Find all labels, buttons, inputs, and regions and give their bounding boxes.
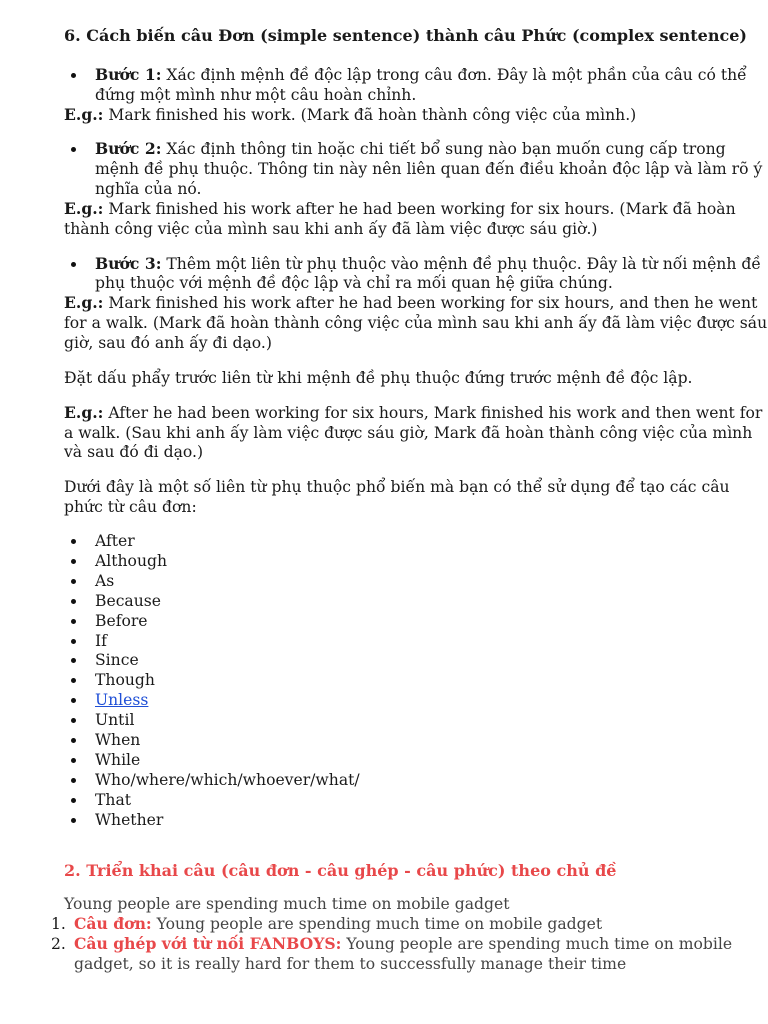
intro-line1: Dưới đây là một số liên từ phụ thuộc phổ biến mà bạn có thể sử dụng để tạo các câu xyxy=(64,478,730,496)
step2-line2: mệnh đề phụ thuộc. Thông tin này nên liên quan đến điều khoản độc lập và làm rõ ý xyxy=(95,160,763,178)
conjunction-item: While xyxy=(95,750,141,769)
conjunction-item: Though xyxy=(95,671,155,690)
step1-text: Xác định mệnh đề độc lập trong câu đơn. Đây là một phần của câu có thể xyxy=(161,66,747,84)
bullet-dot xyxy=(71,698,76,703)
step2-example-text: Mark finished his work after he had been working for six hours. (Mark đã hoàn xyxy=(103,200,736,218)
bullet-dot xyxy=(71,579,76,584)
step1-line1 xyxy=(95,65,747,85)
bullet-dot xyxy=(71,718,76,723)
step2-text: Xác định thông tin hoặc chi tiết bổ sung nào bạn muốn cung cấp trong xyxy=(161,140,726,158)
bullet-dot xyxy=(71,678,76,683)
section2-heading: 2. Triển khai câu (câu đơn - câu ghép - câu phức) theo chủ đề xyxy=(64,861,617,880)
section-title: 6. Cách biến câu Đơn (simple sentence) thành câu Phức (complex sentence) xyxy=(64,26,747,45)
comma-note: Đặt dấu phẩy trước liên từ khi mệnh đề phụ thuộc đứng trước mệnh đề độc lập. xyxy=(64,369,693,387)
compound-sentence-line2: gadget, so it is really hard for them to successfully manage their time xyxy=(74,955,627,973)
conjunction-item: Since xyxy=(95,651,139,670)
bullet-dot xyxy=(71,818,76,823)
compound-sentence-label: Câu ghép với từ nối FANBOYS: xyxy=(74,934,342,953)
step3-label: Bước 3: xyxy=(95,254,162,273)
bullet-dot xyxy=(71,559,76,564)
conjunction-item: Who/where/which/whoever/what/ xyxy=(95,770,360,789)
step2-example-line2: thành công việc của mình sau khi anh ấy đã làm việc được sáu giờ.) xyxy=(64,220,598,238)
conjunction-item: Until xyxy=(95,711,135,730)
step2-example-line1 xyxy=(64,199,736,219)
compound-sentence-text: Young people are spending much time on mobile xyxy=(341,935,733,953)
list-number: 1. xyxy=(51,915,66,933)
step1-example-text: Mark finished his work. (Mark đã hoàn thành công việc của mình.) xyxy=(103,106,637,124)
eg-label: E.g.: xyxy=(64,293,104,312)
conjunction-item: Before xyxy=(95,611,148,630)
step1-example xyxy=(64,105,636,125)
bullet-dot xyxy=(71,147,76,152)
example4-text: After he had been working for six hours, Mark finished his work and then went for xyxy=(103,404,763,422)
intro-line2: phức từ câu đơn: xyxy=(64,498,197,516)
list-number: 2. xyxy=(51,935,66,953)
conjunction-item: After xyxy=(95,532,135,550)
step3-line1 xyxy=(95,254,761,274)
simple-sentence-text: Young people are spending much time on mobile gadget xyxy=(151,915,603,933)
example4-line3: và sau đó đi dạo.) xyxy=(64,443,204,461)
bullet-dot xyxy=(71,658,76,663)
conjunction-item: Because xyxy=(95,591,161,610)
bullet-dot xyxy=(71,778,76,783)
example4-line2: a walk. (Sau khi anh ấy làm việc được sáu giờ, Mark đã hoàn thành công việc của mình xyxy=(64,424,753,442)
bullet-dot xyxy=(71,758,76,763)
step3-example-line3: giờ, sau đó anh ấy đi dạo.) xyxy=(64,334,272,352)
eg-label: E.g.: xyxy=(64,199,104,218)
step3-example-line2: for a walk. (Mark đã hoàn thành công việc của mình sau khi anh ấy đã làm việc được sáu xyxy=(64,314,768,332)
bullet-dot xyxy=(71,539,76,544)
step3-example-line1 xyxy=(64,293,757,313)
compound-sentence-item xyxy=(74,934,732,954)
step1-line2: đứng một mình như một câu hoàn chỉnh. xyxy=(95,86,417,104)
conjunction-link-unless[interactable]: Unless xyxy=(95,691,149,710)
step3-example-text: Mark finished his work after he had been working for six hours, and then he went xyxy=(103,294,758,312)
eg-label: E.g.: xyxy=(64,105,104,124)
conjunction-item: When xyxy=(95,731,141,749)
conjunction-item: If xyxy=(95,631,107,650)
bullet-dot xyxy=(71,599,76,604)
step3-line2: phụ thuộc với mệnh đề độc lập và chỉ ra mối quan hệ giữa chúng. xyxy=(95,274,613,292)
bullet-dot xyxy=(71,619,76,624)
conjunction-item: Although xyxy=(95,551,168,570)
section2-topic: Young people are spending much time on mobile gadget xyxy=(64,895,510,913)
step2-line3: nghĩa của nó. xyxy=(95,180,202,198)
example4-line1 xyxy=(64,403,762,423)
conjunction-item: That xyxy=(95,790,132,809)
bullet-dot xyxy=(71,798,76,803)
conjunction-item: As xyxy=(95,571,115,590)
bullet-dot xyxy=(71,73,76,78)
bullet-dot xyxy=(71,262,76,267)
step2-line1 xyxy=(95,139,726,159)
bullet-dot xyxy=(71,639,76,644)
step1-label: Bước 1: xyxy=(95,65,162,84)
conjunction-item: Whether xyxy=(95,810,164,829)
simple-sentence-label: Câu đơn: xyxy=(74,914,152,933)
step2-label: Bước 2: xyxy=(95,139,162,158)
simple-sentence-item xyxy=(74,914,602,934)
bullet-dot xyxy=(71,738,76,743)
step3-text: Thêm một liên từ phụ thuộc vào mệnh đề phụ thuộc. Đây là từ nối mệnh đề xyxy=(161,255,761,273)
eg-label: E.g.: xyxy=(64,403,104,422)
